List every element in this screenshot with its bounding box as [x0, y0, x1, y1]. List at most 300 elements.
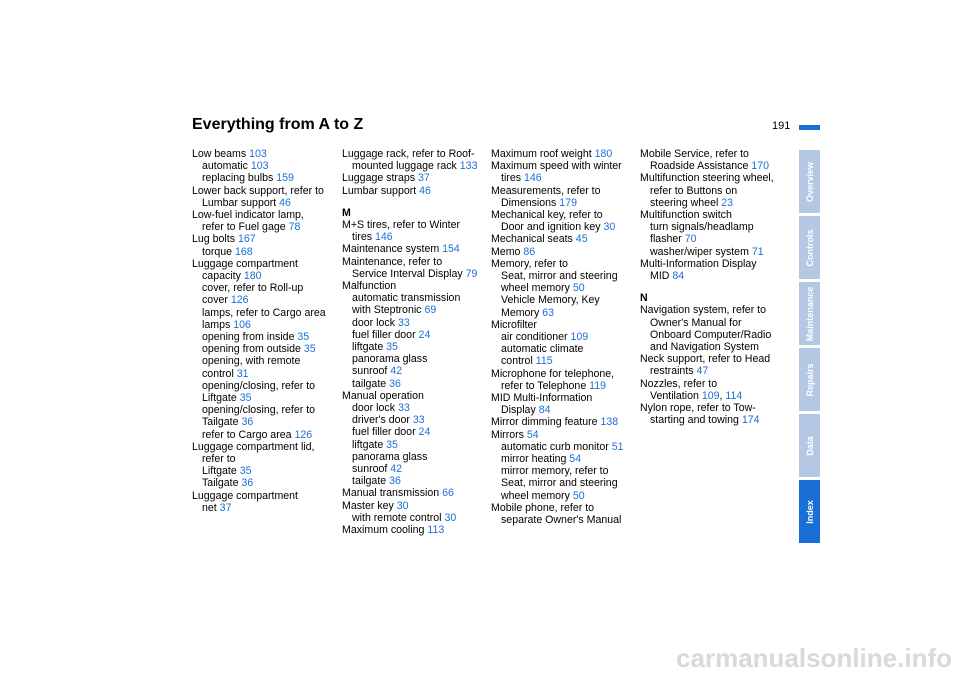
index-entry: [192, 453, 334, 465]
index-entry-text: Microfilter: [491, 318, 537, 331]
index-entry-text: washer/wiper system: [650, 245, 752, 258]
index-entry-text: automatic: [202, 160, 251, 173]
index-entry: [192, 294, 334, 306]
index-entry: [342, 256, 484, 268]
page-reference-link[interactable]: 36: [389, 475, 401, 488]
tab-index[interactable]: Index: [799, 480, 820, 543]
page-reference-link[interactable]: 24: [418, 426, 431, 439]
index-entry-text: Low-fuel indicator lamp,: [192, 209, 304, 222]
index-entry-text: Mechanical key, refer to: [491, 209, 603, 222]
index-entry: [491, 465, 633, 477]
watermark: carmanualsonline.info: [676, 643, 952, 673]
index-entry: [342, 451, 484, 463]
page-reference-link[interactable]: 31: [236, 367, 249, 380]
index-entry-text: Multifunction steering wheel,: [640, 172, 774, 185]
page-reference-link[interactable]: 36: [241, 477, 254, 490]
index-entry: [192, 368, 334, 380]
page-number-bar: [799, 125, 820, 130]
index-entry: [192, 209, 334, 221]
index-entry: [640, 246, 782, 258]
index-entry: [640, 233, 782, 245]
page-reference-link[interactable]: 113: [427, 524, 445, 537]
index-entry: [640, 378, 782, 390]
index-entry-text: door lock: [352, 402, 398, 415]
index-column-1: [192, 148, 334, 514]
index-entry-text: fuel filler door: [352, 328, 419, 341]
index-entry: [491, 404, 633, 416]
index-entry: [192, 429, 334, 441]
page-reference-link[interactable]: 180: [594, 148, 613, 160]
index-entry-text: refer to Telephone: [501, 379, 590, 392]
page-reference-link[interactable]: 23: [721, 196, 734, 209]
page-reference-link[interactable]: 47: [696, 365, 709, 378]
index-entry: [491, 307, 633, 319]
index-entry-text: fuel filler door: [352, 426, 419, 439]
index-entry: [640, 365, 782, 377]
index-entry: [342, 487, 484, 499]
index-entry-text: Mirror dimming feature: [491, 416, 601, 429]
index-entry-text: tires: [352, 231, 375, 244]
index-entry-text: Nozzles, refer to: [640, 377, 718, 390]
page-reference-link[interactable]: 37: [417, 172, 430, 185]
index-entry-text: Ventilation: [650, 389, 702, 402]
page-reference-link[interactable]: 50: [572, 489, 585, 502]
index-entry-text: Dimensions: [501, 196, 560, 209]
page-reference-link[interactable]: 115: [535, 355, 553, 368]
index-entry: [640, 209, 782, 221]
index-entry: [342, 512, 484, 524]
index-entry-text: mirror memory, refer to: [501, 465, 609, 478]
index-entry-text: Manual operation: [342, 389, 424, 402]
index-entry: [342, 329, 484, 341]
index-entry-text: replacing bulbs: [202, 172, 277, 185]
page-reference-link[interactable]: 45: [575, 233, 588, 246]
page-reference-link[interactable]: 103: [250, 160, 269, 173]
index-entry: [640, 304, 782, 316]
page-reference-link[interactable]: 69: [424, 304, 437, 317]
index-entry-text: Maintenance, refer to: [342, 255, 443, 268]
page-reference-link[interactable]: 106: [233, 318, 251, 331]
index-entry-text: Display: [501, 404, 539, 417]
index-entry-text: Mobile phone, refer to: [491, 501, 595, 514]
page-reference-link[interactable]: 70: [684, 233, 697, 246]
index-entry: [491, 514, 633, 526]
page-reference-link[interactable]: 46: [419, 184, 431, 197]
index-entry: [192, 319, 334, 331]
page-reference-link[interactable]: 33: [412, 414, 425, 427]
index-entry-text: door lock: [352, 316, 398, 329]
index-entry-text: Maximum roof weight: [491, 148, 595, 160]
section-tabs: [799, 150, 820, 546]
page-reference-link[interactable]: 103: [249, 148, 267, 160]
index-entry: [342, 280, 484, 292]
index-entry: [342, 524, 484, 536]
page-reference-link[interactable]: 35: [239, 465, 252, 478]
index-entry: [192, 233, 334, 245]
index-entry-text: Vehicle Memory, Key: [501, 294, 600, 307]
tab-controls[interactable]: Controls: [799, 216, 820, 279]
index-entry-text: Mechanical seats: [491, 233, 576, 246]
index-entry: [491, 477, 633, 489]
index-entry: [342, 304, 484, 316]
index-entry: [342, 172, 484, 184]
page-reference-link[interactable]: 50: [572, 282, 585, 295]
index-entry: [192, 307, 334, 319]
index-entry-text: steering wheel: [650, 196, 722, 209]
index-entry: [640, 197, 782, 209]
index-entry-text: refer to Cargo area: [202, 428, 295, 441]
index-entry: [491, 197, 633, 209]
index-entry: [342, 185, 484, 197]
index-entry: [342, 148, 484, 160]
index-entry-text: Luggage straps: [342, 172, 418, 185]
index-entry-text: Nylon rope, refer to Tow-: [640, 402, 756, 415]
index-entry: [192, 246, 334, 258]
page-reference-link[interactable]: 154: [442, 243, 460, 256]
index-entry: [192, 404, 334, 416]
index-entry-text: Low beams: [192, 148, 250, 160]
index-entry: [491, 392, 633, 404]
index-entry: [342, 243, 484, 255]
index-entry-text: automatic curb monitor: [501, 440, 612, 453]
index-entry-text: Lower back support, refer to: [192, 184, 324, 197]
index-entry-text: refer to: [202, 453, 236, 466]
page-reference-link[interactable]: 78: [288, 221, 301, 234]
index-entry: [491, 148, 633, 160]
page-reference-link[interactable]: 168: [234, 245, 253, 258]
index-entry: [640, 402, 782, 414]
index-entry: [640, 185, 782, 197]
index-entry: [342, 341, 484, 353]
index-entry-text: mirror heating: [501, 453, 570, 466]
index-entry-text: Lumbar support: [202, 196, 280, 209]
index-entry-text: opening from outside: [202, 343, 304, 356]
index-entry-text: control: [202, 367, 237, 380]
page-reference-link[interactable]: 146: [523, 172, 542, 185]
index-entry: [342, 439, 484, 451]
index-entry: [491, 246, 633, 258]
index-entry: [491, 160, 633, 172]
page-reference-link[interactable]: 126: [294, 428, 313, 441]
index-entry-text: separate Owner's Manual: [501, 514, 622, 527]
index-entry: [192, 197, 334, 209]
page-reference-link[interactable]: 146: [374, 231, 393, 244]
index-entry: [640, 353, 782, 365]
index-entry-text: panorama glass: [352, 450, 428, 463]
index-entry-text: tailgate: [352, 377, 390, 390]
page-reference-link[interactable]: 54: [526, 428, 539, 441]
index-entry-text: Measurements, refer to: [491, 184, 601, 197]
index-entry-text: restraints: [650, 365, 697, 378]
index-entry: [342, 390, 484, 402]
index-column-3: [491, 148, 633, 526]
index-entry-text: Liftgate: [202, 465, 240, 478]
index-entry-text: opening/closing, refer to: [202, 404, 316, 417]
index-entry: [192, 416, 334, 428]
page-reference-link[interactable]: 126: [230, 294, 249, 307]
index-entry-text: Seat, mirror and steering: [501, 270, 618, 283]
index-entry-text: with Steptronic: [352, 304, 425, 317]
page-reference-link[interactable]: 24: [418, 328, 431, 341]
index-entry-text: Navigation system, refer to: [640, 304, 766, 317]
page-reference-link[interactable]: 33: [397, 316, 410, 329]
page-reference-link[interactable]: 63: [542, 306, 554, 319]
index-entry: [342, 353, 484, 365]
page-reference-link[interactable]: 33: [397, 402, 410, 415]
index-entry-text: tailgate: [352, 475, 390, 488]
page-reference-link[interactable]: 35: [386, 341, 398, 354]
index-entry-text: Malfunction: [342, 280, 397, 293]
index-entry: [640, 221, 782, 233]
index-entry-text: flasher: [650, 233, 685, 246]
index-entry-text: MID: [650, 270, 673, 283]
page-reference-link[interactable]: 42: [390, 463, 403, 476]
index-entry: [491, 368, 633, 380]
page-reference-link[interactable]: 138: [600, 416, 619, 429]
index-entry: [342, 500, 484, 512]
index-entry: [491, 270, 633, 282]
tab-overview[interactable]: Overview: [799, 150, 820, 213]
tab-data[interactable]: Data: [799, 414, 820, 477]
index-entry-text: panorama glass: [352, 353, 428, 366]
index-entry: [491, 172, 633, 184]
index-entry-text: wheel memory: [501, 282, 573, 295]
index-entry: [491, 319, 633, 331]
page-reference-link[interactable]: 179: [559, 196, 577, 209]
page-reference-link[interactable]: 79: [465, 267, 478, 280]
index-column-4: [640, 148, 782, 426]
index-entry-text: Door and ignition key: [501, 221, 604, 234]
index-entry: [640, 414, 782, 426]
index-entry: [192, 185, 334, 197]
page-reference-link[interactable]: 109: [570, 331, 589, 344]
index-entry-text: cover, refer to Roll-up: [202, 282, 304, 295]
index-entry: [491, 233, 633, 245]
index-entry: [491, 343, 633, 355]
index-entry-text: opening/closing, refer to: [202, 379, 316, 392]
page-reference-link[interactable]: 35: [239, 392, 252, 405]
index-entry-text: tires: [501, 172, 524, 185]
index-entry-text: Luggage rack, refer to Roof-: [342, 148, 475, 160]
index-letter-heading: M: [342, 206, 351, 219]
page-reference-link[interactable]: 51: [611, 440, 624, 453]
index-entry-text: Manual transmission: [342, 487, 443, 500]
page-reference-link[interactable]: 84: [538, 404, 551, 417]
index-entry: [491, 441, 633, 453]
index-entry-text: liftgate: [352, 341, 387, 354]
index-entry-text: refer to Fuel gage: [202, 221, 289, 234]
page-reference-link[interactable]: 174: [741, 414, 760, 427]
index-entry-text: MID Multi-Information: [491, 392, 593, 405]
index-entry: [491, 294, 633, 306]
index-entry: [192, 270, 334, 282]
index-entry-text: Luggage compartment: [192, 257, 299, 270]
index-entry: [192, 282, 334, 294]
index-entry-text: Multi-Information Display: [640, 257, 757, 270]
index-entry: [640, 258, 782, 270]
index-entry-text: Mirrors: [491, 428, 527, 441]
index-entry-text: sunroof: [352, 463, 391, 476]
page-reference-link[interactable]: 114: [725, 389, 743, 402]
index-entry-text: and Navigation System: [650, 341, 759, 354]
page-reference-link[interactable]: 54: [569, 453, 582, 466]
index-entry-text: liftgate: [352, 438, 387, 451]
page-reference-link[interactable]: 180: [243, 270, 262, 283]
index-entry-text: turn signals/headlamp: [650, 221, 754, 234]
index-entry: [491, 209, 633, 221]
page-reference-link[interactable]: 37: [219, 501, 232, 514]
page-reference-link[interactable]: 36: [389, 377, 401, 390]
page-number: 191: [772, 120, 791, 132]
index-entry-text: M+S tires, refer to Winter: [342, 219, 461, 232]
page-reference-link[interactable]: 170: [751, 160, 769, 173]
page-reference-link[interactable]: 46: [279, 196, 291, 209]
index-entry: [342, 231, 484, 243]
index-entry-text: Memory, refer to: [491, 257, 568, 270]
index-entry: [491, 331, 633, 343]
page-reference-link[interactable]: 35: [386, 438, 398, 451]
page-title: Everything from A to Z: [192, 116, 364, 133]
index-entry-text: Maintenance system: [342, 243, 443, 256]
index-entry: [192, 502, 334, 514]
page-reference-link[interactable]: 109: [701, 389, 720, 402]
index-entry: [491, 429, 633, 441]
index-letter-heading: N: [640, 292, 648, 305]
index-entry: [192, 221, 334, 233]
index-entry-text: Liftgate: [202, 392, 240, 405]
index-entry: [192, 258, 334, 270]
index-entry-text: Master key: [342, 499, 397, 512]
index-entry-text: starting and towing: [650, 414, 742, 427]
index-entry-text: Memo: [491, 245, 524, 258]
index-entry-text: wheel memory: [501, 489, 573, 502]
index-entry-text: Onboard Computer/Radio: [650, 328, 772, 341]
index-entry-text: Tailgate: [202, 477, 242, 490]
index-entry: [342, 426, 484, 438]
page-reference-link[interactable]: 30: [603, 221, 616, 234]
index-entry: [342, 414, 484, 426]
index-entry-text: cover: [202, 294, 231, 307]
page-reference-link[interactable]: 36: [241, 416, 254, 429]
index-entry: [192, 355, 334, 367]
index-entry-text: Seat, mirror and steering: [501, 477, 618, 490]
index-entry: [640, 329, 782, 341]
index-entry: [192, 172, 334, 184]
page-reference-link[interactable]: 35: [297, 331, 310, 344]
index-entry: [192, 490, 334, 502]
index-entry: [192, 465, 334, 477]
index-entry-text: lamps: [202, 318, 234, 331]
index-entry-text: torque: [202, 245, 235, 258]
index-entry-text: Owner's Manual for: [650, 316, 742, 329]
index-entry: [342, 292, 484, 304]
index-entry-text: Lumbar support: [342, 184, 420, 197]
index-entry: [342, 365, 484, 377]
index-entry: [192, 477, 334, 489]
page-reference-link[interactable]: 35: [303, 343, 316, 356]
index-entry: [192, 380, 334, 392]
tab-maintenance[interactable]: Maintenance: [799, 282, 820, 345]
index-entry: [342, 160, 484, 172]
index-entry-text: Roadside Assistance: [650, 160, 752, 173]
index-entry: [491, 258, 633, 270]
index-entry: [491, 185, 633, 197]
page-reference-link[interactable]: 167: [237, 233, 256, 246]
page-reference-link[interactable]: 71: [751, 245, 764, 258]
index-entry: [192, 343, 334, 355]
index-entry: Ventilation 109, 114: [650, 389, 743, 402]
page-reference-link[interactable]: 84: [672, 270, 685, 283]
index-entry-text: mounted luggage rack: [352, 160, 460, 173]
index-entry-text: capacity: [202, 270, 244, 283]
page-reference-link[interactable]: 119: [589, 379, 607, 392]
index-entry-text: Tailgate: [202, 416, 242, 429]
index-entry-text: opening, with remote: [202, 355, 301, 368]
page-reference-link[interactable]: 159: [276, 172, 294, 185]
tab-repairs[interactable]: Repairs: [799, 348, 820, 411]
page-reference-link[interactable]: 42: [390, 365, 403, 378]
index-entry-text: sunroof: [352, 365, 391, 378]
index-entry-text: Service Interval Display: [352, 267, 466, 280]
index-entry-text: Memory: [501, 306, 543, 319]
page-reference-link[interactable]: 30: [396, 499, 409, 512]
index-entry: [342, 475, 484, 487]
index-entry: [342, 402, 484, 414]
index-entry-text: Multifunction switch: [640, 209, 732, 222]
index-entry: [192, 148, 334, 160]
index-entry: [491, 282, 633, 294]
page-reference-link[interactable]: 66: [442, 487, 454, 500]
index-entry: [640, 148, 782, 160]
index-entry: [491, 502, 633, 514]
index-entry-text: control: [501, 355, 536, 368]
index-entry-text: refer to Buttons on: [650, 184, 738, 197]
index-entry: [342, 463, 484, 475]
index-entry-text: air conditioner: [501, 331, 571, 344]
index-entry: [640, 160, 782, 172]
index-entry-text: automatic transmission: [352, 292, 461, 305]
index-entry: [342, 219, 484, 231]
index-entry: [192, 160, 334, 172]
index-entry-text: net: [202, 501, 220, 514]
index-entry: [640, 317, 782, 329]
index-entry: [491, 355, 633, 367]
index-entry: [640, 172, 782, 184]
index-entry-text: driver's door: [352, 414, 413, 427]
index-entry: [192, 441, 334, 453]
index-entry-text: Microphone for telephone,: [491, 367, 615, 380]
index-entry: [192, 331, 334, 343]
index-entry: [342, 378, 484, 390]
page-reference-link[interactable]: 133: [459, 160, 478, 173]
index-entry-text: Maximum speed with winter: [491, 160, 622, 173]
page-reference-link[interactable]: 30: [444, 511, 457, 524]
index-entry-text: Neck support, refer to Head: [640, 353, 771, 366]
page-reference-link[interactable]: 86: [523, 245, 536, 258]
index-entry: [640, 341, 782, 353]
index-entry: [342, 317, 484, 329]
index-entry: [342, 268, 484, 280]
index-entry: [491, 490, 633, 502]
index-entry-text: Mobile Service, refer to: [640, 148, 749, 160]
index-column-2: [342, 148, 484, 536]
index-entry-text: automatic climate: [501, 343, 584, 356]
index-entry: [491, 453, 633, 465]
index-entry-text: Lug bolts: [192, 233, 238, 246]
index-entry: [491, 380, 633, 392]
index-entry-text: Luggage compartment lid,: [192, 440, 315, 453]
index-entry-text: lamps, refer to Cargo area: [202, 306, 326, 319]
